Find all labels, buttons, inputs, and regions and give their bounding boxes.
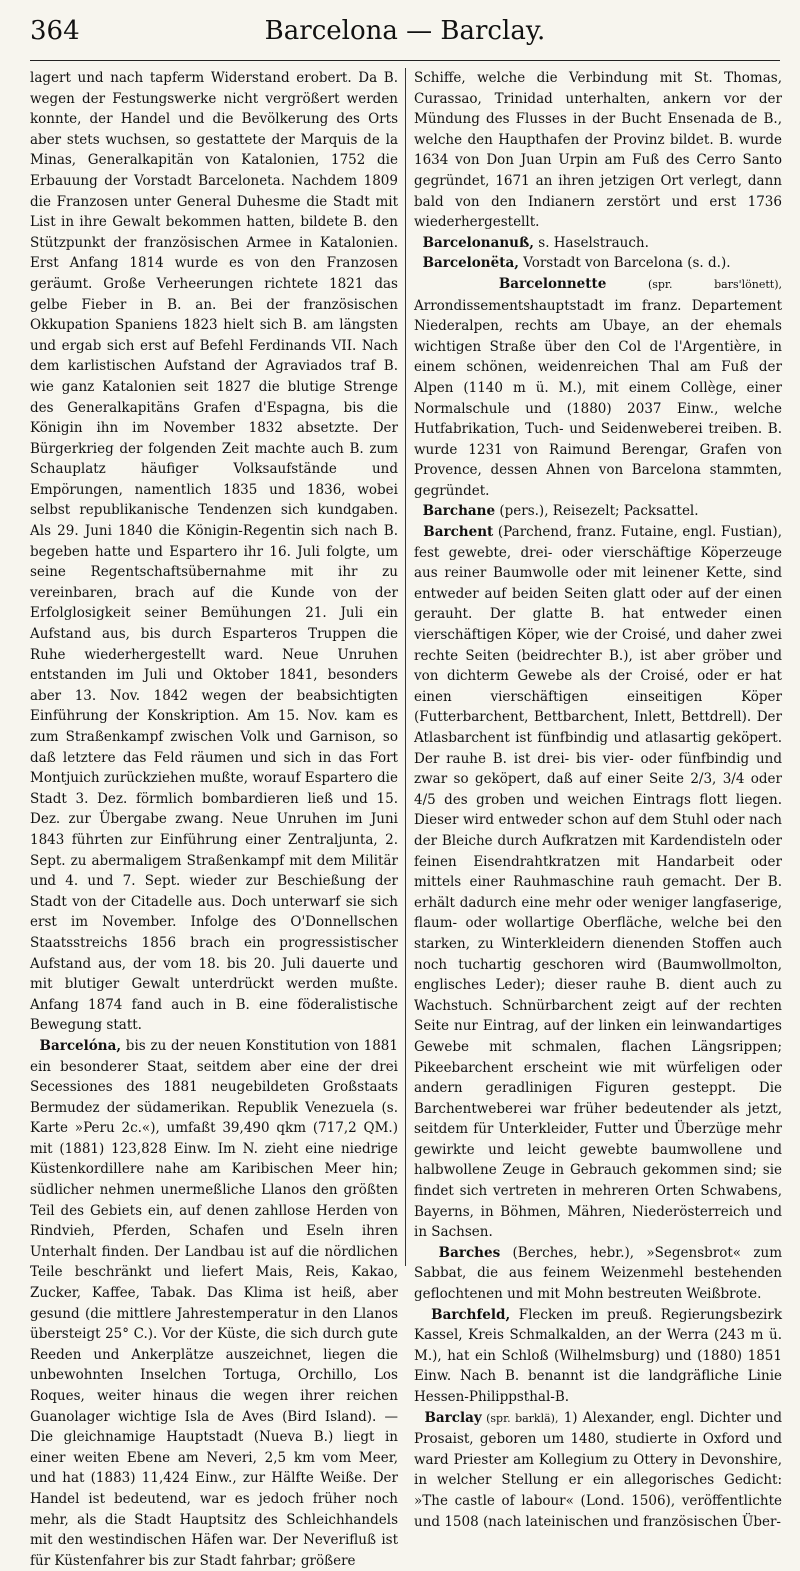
lemma: Barchent [423, 524, 494, 541]
lemma: Barchfeld, [431, 1306, 511, 1323]
lemma: Barcelonnette [498, 275, 607, 292]
entry-barcelonnette [414, 274, 782, 502]
header-rule [30, 60, 780, 61]
pronunciation: (spr. bars'lönett), [606, 277, 782, 291]
entry-barcelonanuss [414, 233, 782, 254]
entry-text: (Parchend, franz. Futaine, engl. Fustian), fest gewebte, drei- oder vierschäftige Köperzeuge aus reiner Baumwolle oder mit leinener Kette, sind entweder auf beiden Seiten glatt oder auf der einen gerauht. Der glatte B. hat entweder einen vierschäftigen Köper, wie der Croisé, und daher zwei rechte Seiten (beidrechter B.), ist aber gröber und von dichterm Gewebe als der Croisé, oder er hat einen vierschäftigen einseitigen Köper (Futterbarchent, Bettbarchent, Inlett, Bettdrell). Der Atlasbarchent ist fünfbindig und atlasartig geköpert. Der rauhe B. ist drei- bis vier- oder fünfbindig und zwar so geköpert, daß auf einer Seite 2/3, 3/4 oder 4/5 des groben und weichen Eintrags flott liegen. Dieser wird entweder schon auf dem Stuhl oder nach der Bleiche durch Aufkratzen mit Kardendisteln oder feinen Eisendrahtkratzen mit Handarbeit oder mittels einer Rauhmaschine rauh gemacht. Der B. erhält dadurch eine mehr oder weniger langfaserige, flaum- oder wollartige Oberfläche, welche bei den starken, zu Winterkleidern dienenden Stoffen auch noch tuchartig geschoren wird (Baumwollmolton, englisches Leder); dieser rauhe B. dient auch zu Wachstuch. Schnürbarchent zeigt auf der rechten Seite nur Eintrag, auf der linken ein leinwandartiges Gewebe mit schmalen, flachen Längsrippen; Pikeebarchent erscheint wie mit würfeligen oder andern geradlinigen Figuren gesteppt. Die Barchentweberei war früher bedeutender als jetzt, seitdem für Unterkleider, Futter und Überzüge mehr gewirkte und leicht gewebte baumwollene und halbwollene Zeuge in Gebrauch gekommen sind; sie findet sich vertreten in mehreren Orten Schwabens, Bayerns, in Böhmen, Mähren, Niederösterreich und in Sachsen. [414, 524, 782, 1241]
entry-text: (pers.), Reisezelt; Packsattel. [495, 503, 699, 520]
entry-text: Vorstadt von Barcelona (s. d.). [518, 255, 731, 272]
lemma: Barcelóna, [39, 1037, 122, 1054]
running-head: Barcelona — Barclay. [264, 16, 546, 46]
left-column [30, 68, 398, 1569]
lemma: Barcelonanuß, [422, 234, 534, 251]
entry-text: Flecken im preuß. Regierungsbezirk Kassel, Kreis Schmalkalden, an der Werra (243 m ü. M.), hat ein Schloß (Wilhelmsburg) und (1880) 1851 Einw. Nach B. benannt ist die landgräfliche Linie Hessen-Philippsthal-B. [414, 1306, 782, 1405]
lemma: Barchane [422, 503, 496, 520]
column-divider [405, 68, 406, 1266]
entry-text: bis zu der neuen Konstitution von 1881 ein besonderer Staat, seitdem aber eine der drei Secessiones des 1881 neugebildeten Großstaats Bermudez der südamerikan. Republik Venezuela (s. Karte »Peru 2c.«), umfaßt 39,490 qkm (717,2 QM.) mit (1881) 123,828 Einw. Im N. zieht eine niedrige Küstenkordillere nahe am Karibischen Meer hin; südlicher nehmen unermeßliche Llanos den größten Teil des Gebiets ein, auf denen zahllose Herden von Rindvieh, Pferden, Schafen und Eseln ihren Unterhalt finden. Der Landbau ist auf die nördlichen Teile beschränkt und liefert Mais, Reis, Kakao, Zucker, Kaffee, Tabak. Das Klima ist heiß, aber gesund (die mittlere Jahrestemperatur in den Llanos übersteigt 25° C.). Vor der Küste, die sich durch gute Reeden und Ankerplätze auszeichnet, liegen die unbewohnten Inselchen Tortuga, Orchillo, Los Roques, weiter hinaus die wegen ihrer reichen Guanolager wichtige Isla de Aves (Bird Island). — Die gleichnamige Hauptstadt (Nueva B.) liegt in einer weiten Ebene am Neveri, 2,5 km vom Meer, und hat (1883) 11,424 Einw., zur Hälfte Weiße. Der Handel ist bedeutend, war es jedoch früher noch mehr, als die Stadt Hauptsitz des Schleichhandels mit den westindischen Häfen war. Der Neverifluß ist für Küstenfahrer bis zur Stadt fahrbar; größere [30, 1037, 398, 1569]
entry-barceloneta [414, 253, 782, 274]
barcelona-venezuela-continuation: Schiffe, welche die Verbindung mit St. Thomas, Curassao, Trinidad unterhalten, ankern vor der Mündung des Flusses in der Bucht Ensenada de B., welche den Haupthafen der Provinz bildet. B. wurde 1634 von Don Juan Urpin am Fuß des Cerro Santo gegründet, 1671 an ihren jetzigen Ort verlegt, dann bald von den Indianern zerstört und erst 1736 wiederhergestellt. [414, 70, 782, 231]
entry-barchfeld [414, 1305, 782, 1408]
page-header [30, 10, 780, 50]
entry-text: 1) Alexander, engl. Dichter und Prosaist, geboren um 1480, studierte in Oxford und ward Priester am Kollegium zu Ottery in Devonshire, in welcher Stellung er ein allegorisches Gedicht: »The castle of labour« (Lond. 1506), veröffentlichte und 1508 (nach lateinischen und französischen Über- [414, 1409, 782, 1530]
entry-barchent [414, 522, 782, 1243]
entry-text: (Berches, hebr.), »Segensbrot« zum Sabbat, die aus feinem Weizenmehl bestehenden geflochtenen und mit Mohn bestreuten Weißbrote. [414, 1244, 782, 1303]
entry-barches [414, 1243, 782, 1305]
entry-barchane [414, 501, 782, 522]
lemma: Barches [438, 1244, 501, 1261]
entry-text: s. Haselstrauch. [533, 234, 649, 251]
entry-text: Arrondissementshauptstadt im franz. Departement Niederalpen, rechts am Ubaye, an der ehemals wichtigen Straße über den Col de l'Argentière, in einem schönen, weidenreichen Thal am Fuß der Alpen (1140 m ü. M.), mit einem Collège, einer Normalschule und (1880) 2037 Einw., welche Hutfabrikation, Tuch- und Seidenweberei treiben. B. wurde 1231 von Raimund Berengar, Grafen von Provence, dessen Ahnen von Barcelona stammten, gegründet. [414, 297, 782, 499]
barcelona-continuation: lagert und nach tapferm Widerstand erobert. Da B. wegen der Festungswerke nicht vergrößert werden konnte, der Handel und die Bevölkerung des Orts aber stets wuchsen, so gestattete der Marquis de la Minas, Generalkapitän von Katalonien, 1752 die Erbauung der Vorstadt Barceloneta. Nachdem 1809 die Franzosen unter General Duhesme die Stadt mit List in ihre Gewalt bekommen hatten, bildete B. den Stützpunkt der französischen Armee in Katalonien. Erst Anfang 1814 wurde es von den Franzosen geräumt. Große Verheerungen richtete 1821 das gelbe Fieber in B. an. Bei der französischen Okkupation Spaniens 1823 hielt sich B. am längsten und ergab sich erst auf Befehl Ferdinands VII. Nach dem karlistischen Aufstand der Agraviados traf B. wie ganz Katalonien seit 1827 die blutige Strenge des Generalkapitäns Grafen d'Espagna, bis die Königin ihn im November 1832 absetzte. Der Bürgerkrieg der folgenden Zeit machte auch B. zum Schauplatz häufiger Volksaufstände und Empörungen, namentlich 1835 und 1836, wobei selbst republikanische Tendenzen sich kundgaben. Als 29. Juni 1840 die Königin-Regentin sich nach B. begeben hatte und Espartero ihr 16. Juli folgte, um seine Regentschaftsübernahme mit ihr zu vereinbaren, brach auf die Kunde von der Erfolglosigkeit seiner Bemühungen 21. Juli ein Aufstand aus, bis durch Esparteros Truppen die Ruhe wiederhergestellt ward. Neue Unruhen entstanden im Juli und Oktober 1841, besonders aber 13. Nov. 1842 wegen der beabsichtigten Einführung der Konskription. Am 15. Nov. kam es zum Straßenkampf zwischen Volk und Garnison, so daß letztere das Feld räumen und sich in das Fort Montjuich zurückziehen mußte, worauf Espartero die Stadt 3. Dez. förmlich bombardieren ließ und 15. Dez. zur Übergabe zwang. Neue Unruhen im Juni 1843 führten zur Einführung einer Zentraljunta, 2. Sept. zu abermaligem Straßenkampf mit dem Militär und 4. und 7. Sept. wieder zur Beschießung der Stadt von der Citadelle aus. Doch unterwarf sie sich erst im November. Infolge des O'Donnellschen Staatsstreichs 1856 brach ein progressistischer Aufstand aus, der vom 18. bis 20. Juli dauerte und mit blutiger Gewalt unterdrückt werden mußte. Anfang 1874 fand auch in B. eine föderalistische Bewegung statt. [30, 70, 398, 1034]
entry-barclay [414, 1408, 782, 1533]
right-column [414, 68, 782, 1530]
entry-barcelona-venezuela [30, 1036, 398, 1571]
lemma: Barcelonëta, [422, 255, 519, 272]
lemma: Barclay [424, 1409, 482, 1426]
page-number: 364 [30, 16, 80, 46]
pronunciation: (spr. barklä), [481, 1411, 559, 1425]
